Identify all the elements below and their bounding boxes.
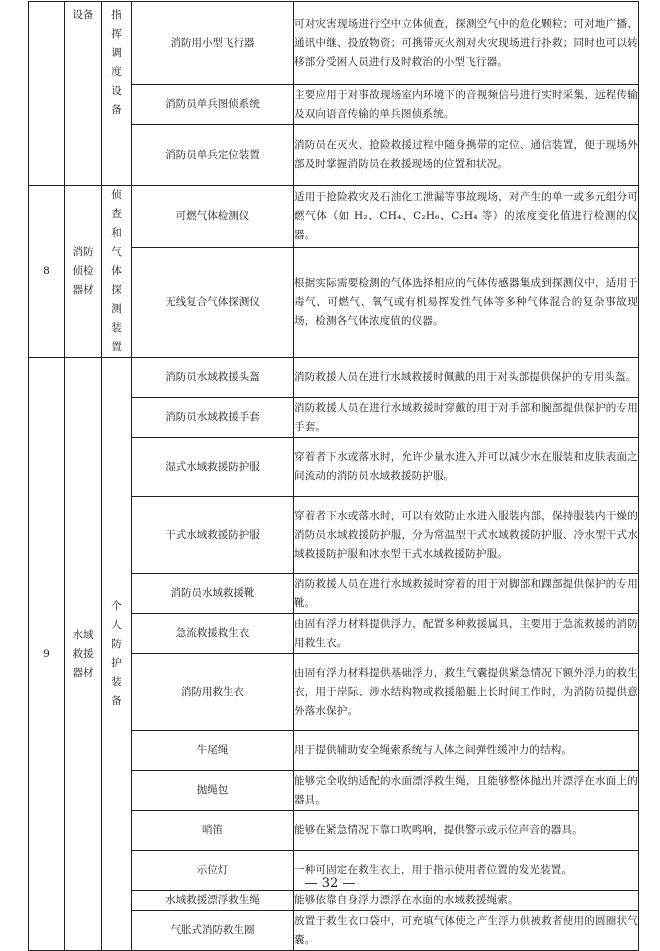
item-description: 能够依靠自身浮力漂浮在水面的水域救援绳索。 — [294, 891, 639, 911]
item-description: 由固有浮力材料提供基础浮力，救生气囊提供紧急情况下额外浮力的救生衣，用于岸际、涉水结构物或救援船艇上长时间工作时，为消防员提供意外落水保护。 — [294, 654, 639, 731]
item-name: 消防员水域救援头盔 — [132, 358, 294, 398]
subcategory-char: 调 — [111, 47, 122, 59]
subcategory-char: 测 — [111, 303, 122, 315]
page-number: — 32 — — [304, 876, 356, 891]
subcategory-char: 体 — [111, 265, 122, 277]
item-description: 消防救援人员在进行水域救援时佩戴的用于对头部提供保护的专用头盔。 — [294, 358, 639, 398]
subcategory-char: 装 — [111, 676, 122, 688]
category-line: 器材 — [72, 284, 94, 296]
category-line: 器材 — [72, 666, 94, 679]
item-name: 示位灯 — [132, 851, 294, 891]
item-name: 干式水域救援防护服 — [132, 497, 294, 574]
item-name: 湿式水域救援防护服 — [132, 438, 294, 497]
subcategory-char: 气 — [111, 246, 122, 258]
table-row — [29, 186, 639, 248]
item-name: 气胀式消防救生圈 — [132, 911, 294, 951]
item-name: 消防员单兵图侦系统 — [132, 85, 294, 125]
item-name: 消防员水域救援手套 — [132, 398, 294, 438]
item-description: 可对灾害现场进行空中立体侦查，探测空气中的危化颗粒；可对地广播、通讯中继、投放物资；可携带灭火剂对火灾现场进行扑救；同时也可以转移部分受困人员进行及时救治的小型飞行器。 — [294, 2, 639, 85]
category-line: 水域 — [72, 628, 94, 641]
item-name: 抛绳包 — [132, 771, 294, 811]
item-name: 消防员单兵定位装置 — [132, 125, 294, 186]
item-name: 消防员水域救援靴 — [132, 574, 294, 614]
subcategory-char: 指 — [111, 9, 122, 21]
row-number-cell: 9 — [29, 358, 65, 951]
item-description: 用于提供辅助安全绳索系统与人体之间弹性缓冲力的结构。 — [294, 731, 639, 771]
item-name: 水域救援漂浮救生绳 — [132, 891, 294, 911]
subcategory-cell — [102, 358, 132, 951]
subcategory-cell — [102, 2, 132, 186]
subcategory-char: 设 — [111, 85, 122, 97]
subcategory-char: 和 — [111, 227, 122, 239]
item-name: 哨笛 — [132, 811, 294, 851]
subcategory-char: 护 — [111, 657, 122, 669]
item-description: 消防救援人员在进行水域救援时穿戴的用于对手部和腕部提供保护的专用手套。 — [294, 398, 639, 438]
subcategory-cell — [102, 186, 132, 358]
category-cell — [65, 186, 102, 358]
subcategory-char: 查 — [111, 208, 122, 220]
subcategory-char: 度 — [111, 66, 122, 78]
item-description: 消防员在灭火、抢险救援过程中随身携带的定位、通信装置，便于现场外部及时掌握消防员在救援现场的位置和状况。 — [294, 125, 639, 186]
category-cell — [65, 358, 102, 951]
item-description: 根据实际需要检测的气体选择相应的气体传感器集成到探测仪中，适用于毒气、可燃气、氧气或有机易挥发性气体等多种气体混合的复杂事故现场，检测各气体浓度值的仪器。 — [294, 247, 639, 357]
subcategory-char: 个 — [111, 600, 122, 612]
item-description: 一种可固定在救生衣上，用于指示使用者位置的发光装置。 — [294, 851, 639, 891]
subcategory-char: 探 — [111, 284, 122, 296]
subcategory-char: 防 — [111, 638, 122, 650]
item-description: 适用于抢险救灾及石油化工泄漏等事故现场，对产生的单一或多元组分可燃气体（如 H₂、CH₄、C₂H₆、C₂H₄ 等）的浓度变化值进行检测的仪器。 — [294, 186, 639, 248]
item-description: 能够在紧急情况下靠口吹鸣响，提供警示或示位声音的器具。 — [294, 811, 639, 851]
item-description: 穿着者下水或落水时，可以有效防止水进入服装内部，保持服装内干燥的消防员水域救援防护服，分为常温型干式水域救援防护服、冷水型干式水域救援防护服和冰水型干式水域救援防护服。 — [294, 497, 639, 574]
subcategory-char: 装 — [111, 322, 122, 334]
item-name: 消防用救生衣 — [132, 654, 294, 731]
item-description: 消防救援人员在进行水域救援时穿着的用于对脚部和踝部提供保护的专用靴。 — [294, 574, 639, 614]
subcategory-char: 挥 — [111, 28, 122, 40]
table-row — [29, 358, 639, 398]
subcategory-char: 备 — [111, 104, 122, 116]
category-line: 消防 — [72, 246, 94, 258]
item-description: 穿着者下水或落水时，允许少量水进入并可以减少水在服装和皮肤表面之间流动的消防员水域救援防护服。 — [294, 438, 639, 497]
item-description: 能够完全收纳适配的水面漂浮救生绳，且能够整体抛出并漂浮在水面上的器具。 — [294, 771, 639, 811]
item-name: 牛尾绳 — [132, 731, 294, 771]
item-name: 消防用小型飞行器 — [132, 2, 294, 85]
row-number-cell: 8 — [29, 186, 65, 358]
row-number-cell — [29, 2, 65, 186]
item-name: 急流救援救生衣 — [132, 614, 294, 654]
category-cell: 设备 — [65, 2, 102, 186]
table-row — [29, 2, 639, 85]
item-name: 无线复合气体探测仪 — [132, 247, 294, 357]
item-description: 主要应用于对事故现场室内环境下的音视频信号进行实时采集、远程传输及双向语音传输的单兵图侦系统。 — [294, 85, 639, 125]
subcategory-char: 置 — [111, 341, 122, 353]
item-name: 可燃气体检测仪 — [132, 186, 294, 248]
item-description: 放置于救生衣口袋中，可充填气体使之产生浮力供被救者使用的圆圈状气囊。 — [294, 911, 639, 951]
subcategory-char: 人 — [111, 619, 122, 631]
category-line: 侦检 — [72, 265, 94, 277]
category-line: 救援 — [72, 647, 94, 660]
equipment-table — [28, 1, 639, 951]
item-description: 由固有浮力材料提供浮力，配置多种救援属具，主要用于急流救援的消防用救生衣。 — [294, 614, 639, 654]
subcategory-char: 侦 — [111, 189, 122, 201]
subcategory-char: 备 — [111, 695, 122, 707]
